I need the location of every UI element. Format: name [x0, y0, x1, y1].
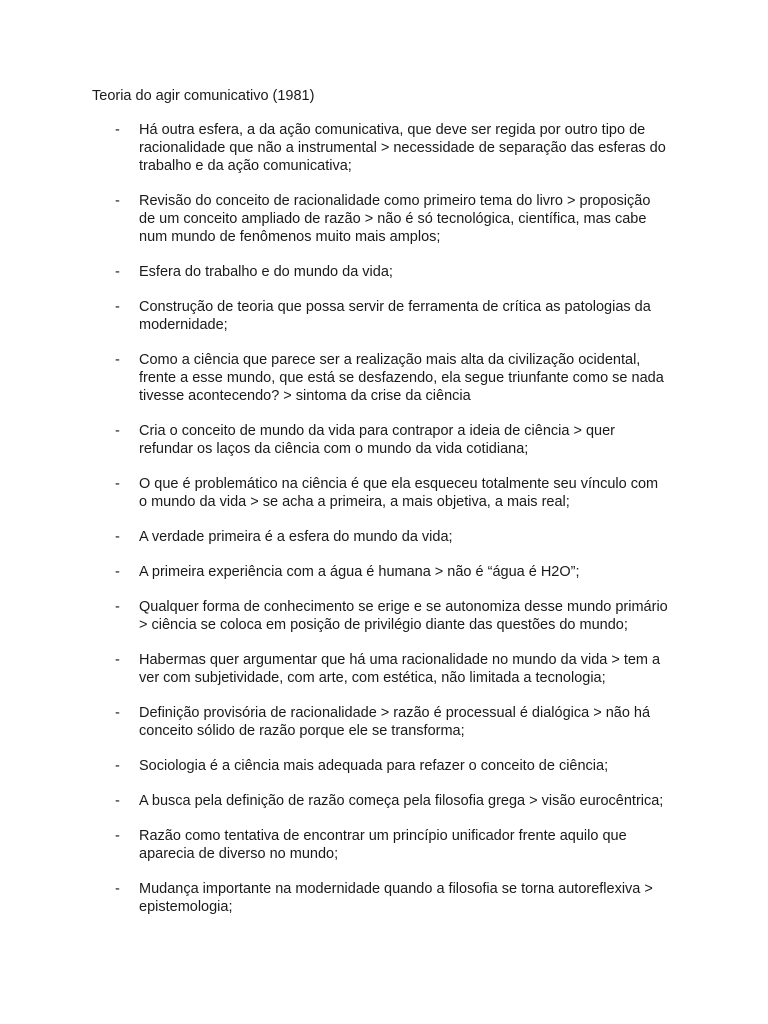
list-item-text: Construção de teoria que possa servir de ferramenta de crítica as patologias da modernidade; — [139, 299, 651, 333]
bullet-dash: - — [115, 599, 120, 615]
list-item-text: A verdade primeira é a esfera do mundo da vida; — [139, 529, 453, 545]
bullet-list — [0, 121, 768, 933]
list-item — [0, 298, 669, 334]
bullet-dash: - — [115, 758, 120, 774]
list-item-text: Mudança importante na modernidade quando a filosofia se torna autoreflexiva > epistemologia; — [139, 881, 653, 915]
bullet-dash: - — [115, 652, 120, 668]
bullet-dash: - — [115, 352, 120, 368]
bullet-dash: - — [115, 529, 120, 545]
list-item-text: Há outra esfera, a da ação comunicativa, que deve ser regida por outro tipo de racionalidade que não a instrumental > necessidade de separação das esferas do trabalho e da ação comunicativa; — [139, 122, 666, 174]
list-item-text: Cria o conceito de mundo da vida para contrapor a ideia de ciência > quer refundar os laços da ciência com o mundo da vida cotidiana; — [139, 423, 615, 457]
list-item-text: Habermas quer argumentar que há uma racionalidade no mundo da vida > tem a ver com subjetividade, com arte, com estética, não limitada a tecnologia; — [139, 652, 661, 686]
list-item — [0, 827, 669, 863]
list-item-text: Sociologia é a ciência mais adequada para refazer o conceito de ciência; — [139, 758, 609, 774]
bullet-dash: - — [115, 264, 120, 280]
list-item — [0, 704, 669, 740]
list-item-text: Revisão do conceito de racionalidade como primeiro tema do livro > proposição de um conceito ampliado de razão > não é só tecnológica, científica, mas cabe num mundo de fenômenos muito mais amplos; — [139, 193, 651, 245]
list-item — [0, 563, 669, 581]
list-item — [0, 598, 669, 634]
list-item-text: Definição provisória de racionalidade > razão é processual é dialógica > não há conceito sólido de razão porque ele se transforma; — [139, 705, 651, 739]
list-item — [0, 192, 669, 246]
list-item — [0, 422, 669, 458]
bullet-dash: - — [115, 122, 120, 138]
bullet-dash: - — [115, 828, 120, 844]
bullet-dash: - — [115, 299, 120, 315]
list-item-text: A busca pela definição de razão começa pela filosofia grega > visão eurocêntrica; — [139, 793, 664, 809]
list-item — [0, 528, 669, 546]
list-item-text: Qualquer forma de conhecimento se erige e se autonomiza desse mundo primário > ciência se coloca em posição de privilégio diante das questões do mundo; — [139, 599, 668, 633]
bullet-dash: - — [115, 881, 120, 897]
bullet-dash: - — [115, 564, 120, 580]
list-item — [0, 263, 669, 281]
list-item — [0, 792, 669, 810]
bullet-dash: - — [115, 423, 120, 439]
bullet-dash: - — [115, 193, 120, 209]
bullet-dash: - — [115, 793, 120, 809]
list-item-text: Razão como tentativa de encontrar um princípio unificador frente aquilo que aparecia de diverso no mundo; — [139, 828, 627, 862]
list-item-text: Como a ciência que parece ser a realização mais alta da civilização ocidental, frente a esse mundo, que está se desfazendo, ela segue triunfante como se nada tivesse acontecendo? > sintoma da crise da ciência — [139, 352, 664, 404]
list-item — [0, 351, 669, 405]
bullet-dash: - — [115, 705, 120, 721]
bullet-dash: - — [115, 476, 120, 492]
list-item — [0, 880, 669, 916]
list-item-text: Esfera do trabalho e do mundo da vida; — [139, 264, 393, 280]
list-item — [0, 651, 669, 687]
list-item-text: A primeira experiência com a água é humana > não é “água é H2O”; — [139, 564, 580, 580]
document-title: Teoria do agir comunicativo (1981) — [92, 88, 315, 104]
list-item — [0, 475, 669, 511]
list-item — [0, 121, 669, 175]
list-item-text: O que é problemático na ciência é que ela esqueceu totalmente seu vínculo com o mundo da vida > se acha a primeira, a mais objetiva, a mais real; — [139, 476, 659, 510]
list-item — [0, 757, 669, 775]
